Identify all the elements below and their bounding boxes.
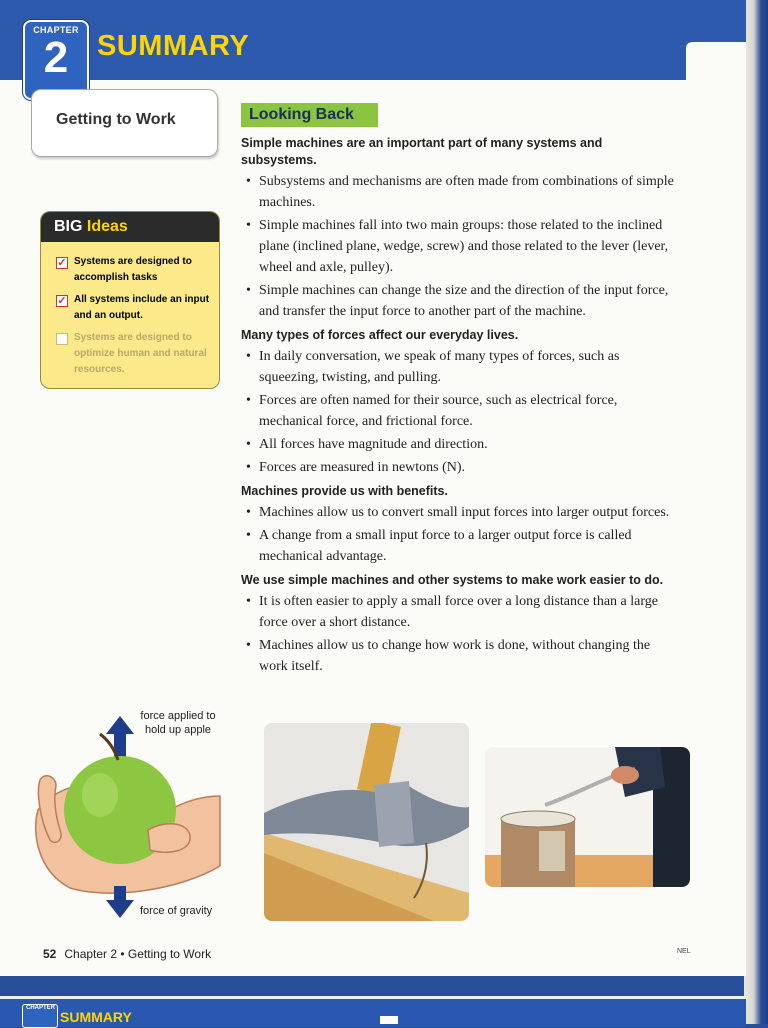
big-ideas-panel [40,211,220,389]
bullet-item: • All forces have magnitude and direction. [241,434,681,455]
page-number: 52 [43,947,57,961]
bullet-item: • Forces are measured in newtons (N). [241,457,681,478]
big-idea-item [41,292,219,324]
big-idea-text: Systems are designed to optimize human and natural resources. [74,332,207,375]
section-heading: Simple machines are an important part of many systems and subsystems. [241,136,603,167]
checkbox-checked-icon: ✓ [57,295,67,307]
bullet-item: • Simple machines can change the size and the direction of the input force, and transfer the input force to another part of the machine. [241,280,681,322]
big-idea-item [41,254,219,286]
section-heading: Machines provide us with benefits. [241,484,448,498]
bullet-item: • A change from a small input force to a larger output force is called mechanical advantage. [241,525,681,567]
chapter-label: CHAPTER [33,25,79,35]
chapter-badge [23,20,89,100]
section-box-title: Getting to Work [56,111,176,128]
publisher-mark: NEL [677,948,691,955]
next-page-title: SUMMARY [60,1009,132,1025]
paint-can-photo [485,747,690,887]
header-band-tab [670,0,746,42]
bullet-item: • Simple machines fall into two main groups: those related to the inclined plane (inclined plane, wedge, screw) and those related to the lever (lever, wheel and axle, pulley). [241,215,681,278]
apple-hand-illustration [30,700,230,930]
bullet-item: • In daily conversation, we speak of many types of forces, such as squeezing, twisting, and pulling. [241,346,681,388]
section-heading: We use simple machines and other systems to make work easier to do. [241,573,664,587]
section-heading: Many types of forces affect our everyday lives. [241,328,519,342]
big-idea-item [41,330,219,378]
bullet-item: • It is often easier to apply a small force over a long distance than a large force over a short distance. [241,591,681,633]
page-edge [744,0,768,1024]
arrow-up-icon [106,716,134,760]
looking-back-heading: Looking Back [241,103,378,127]
bullet-item: • Machines allow us to change how work is done, without changing the work itself. [241,635,681,677]
bullet-item: • Subsystems and mechanisms are often made from combinations of simple machines. [241,171,681,213]
big-idea-text: Systems are designed to accomplish tasks [74,256,192,283]
bullet-item: • Forces are often named for their source, such as electrical force, mechanical force, and frictional force. [241,390,681,432]
big-idea-text: All systems include an input and an output. [74,294,210,321]
chapter-number: 2 [43,33,69,82]
bullet-item: • Machines allow us to convert small input forces into larger output forces. [241,502,681,523]
hammer-photo [264,723,469,921]
page-title: SUMMARY [97,30,250,62]
footer-text: Chapter 2 • Getting to Work [64,947,212,961]
next-page-tab [380,1016,398,1024]
force-up-label: force applied to hold up apple [140,710,216,736]
force-down-label: force of gravity [140,905,213,917]
checkbox-empty-icon [56,333,68,345]
summary-content [241,135,681,679]
big-ideas-heading [41,212,219,242]
next-chapter-label: CHAPTER [26,1005,56,1011]
big-ideas-heading-big: BIG [54,218,83,235]
page-corner [686,42,746,82]
checkbox-checked-icon: ✓ [57,257,67,269]
page-footer [43,947,211,961]
big-ideas-heading-ideas: Ideas [86,218,128,235]
